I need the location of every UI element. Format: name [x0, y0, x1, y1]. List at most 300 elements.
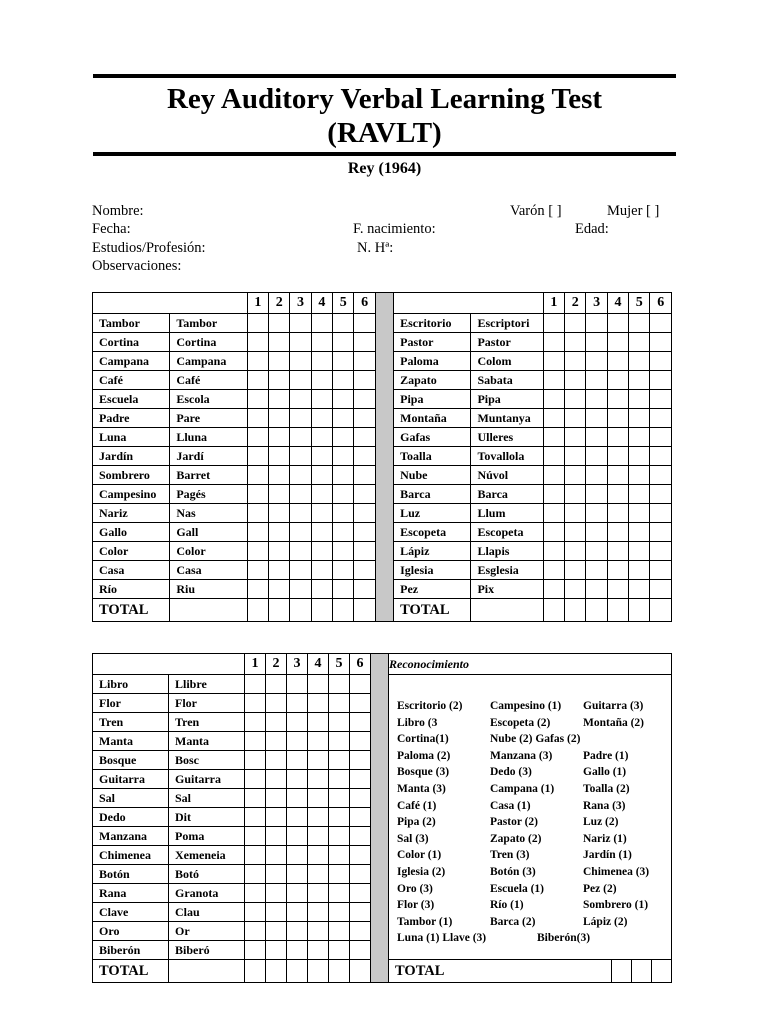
list-a-score-cell[interactable] [311, 447, 332, 466]
list-a-score-cell[interactable] [333, 561, 354, 580]
list-c-score-cell[interactable] [329, 675, 350, 694]
list-c-score-cell[interactable] [329, 808, 350, 827]
list-c-score-cell[interactable] [266, 694, 287, 713]
list-c-score-cell[interactable] [308, 941, 329, 960]
list-b-score-cell[interactable] [586, 485, 607, 504]
list-a-score-cell[interactable] [333, 447, 354, 466]
list-a-score-cell[interactable] [311, 485, 332, 504]
list-a-total-score-cell[interactable] [354, 599, 375, 622]
list-a-score-cell[interactable] [333, 580, 354, 599]
word-list-table-2 [92, 653, 672, 983]
list-a-score-cell[interactable] [311, 466, 332, 485]
list-c-score-cell[interactable] [350, 884, 371, 903]
list-a-score-cell[interactable] [354, 485, 375, 504]
word-spanish: Campana [93, 352, 170, 371]
list-b-score-cell[interactable] [607, 485, 628, 504]
list-b-score-cell[interactable] [543, 428, 564, 447]
list-c-total-score-cell[interactable] [266, 960, 287, 983]
list-a-score-cell[interactable] [354, 428, 375, 447]
list-c-score-cell[interactable] [308, 713, 329, 732]
list-a-score-cell[interactable] [333, 504, 354, 523]
list-b-score-cell[interactable] [629, 371, 650, 390]
list-c-score-cell[interactable] [350, 808, 371, 827]
list-b-score-cell[interactable] [629, 352, 650, 371]
list-a-score-cell[interactable] [269, 390, 290, 409]
list-c-score-cell[interactable] [245, 903, 266, 922]
list-c-score-cell[interactable] [287, 770, 308, 789]
list-c-score-cell[interactable] [308, 884, 329, 903]
list-a-score-cell[interactable] [311, 371, 332, 390]
list-a-score-cell[interactable] [290, 333, 311, 352]
trial-number: 5 [629, 293, 650, 314]
list-b-score-cell[interactable] [607, 352, 628, 371]
list-a-score-cell[interactable] [269, 333, 290, 352]
list-b-score-cell[interactable] [607, 466, 628, 485]
list-b-score-cell[interactable] [650, 428, 672, 447]
list-b-score-cell[interactable] [607, 428, 628, 447]
list-b-total-score-cell[interactable] [629, 599, 650, 622]
list-a-score-cell[interactable] [269, 314, 290, 333]
list-c-score-cell[interactable] [266, 922, 287, 941]
list-a-score-cell[interactable] [247, 314, 268, 333]
list-a-score-cell[interactable] [333, 371, 354, 390]
list-c-score-cell[interactable] [245, 732, 266, 751]
list-c-score-cell[interactable] [287, 865, 308, 884]
list-b-score-cell[interactable] [586, 466, 607, 485]
list-a-score-cell[interactable] [247, 504, 268, 523]
list-b-score-cell[interactable] [629, 447, 650, 466]
list-c-score-cell[interactable] [350, 751, 371, 770]
list-b-score-cell[interactable] [586, 504, 607, 523]
list-c-score-cell[interactable] [329, 827, 350, 846]
list-a-score-cell[interactable] [311, 561, 332, 580]
list-b-score-cell[interactable] [629, 485, 650, 504]
list-c-score-cell[interactable] [308, 751, 329, 770]
list-b-score-cell[interactable] [607, 542, 628, 561]
list-b-score-cell[interactable] [650, 504, 672, 523]
list-b-score-cell[interactable] [565, 485, 586, 504]
list-c-score-cell[interactable] [266, 675, 287, 694]
list-c-score-cell[interactable] [350, 846, 371, 865]
word-catalan: Pagés [170, 485, 247, 504]
list-c-score-cell[interactable] [245, 675, 266, 694]
list-a-score-cell[interactable] [290, 561, 311, 580]
list-c-score-cell[interactable] [245, 884, 266, 903]
recognition-score-cell[interactable] [652, 960, 672, 983]
list-c-score-cell[interactable] [308, 732, 329, 751]
list-c-score-cell[interactable] [329, 770, 350, 789]
list-b-total-score-cell[interactable] [543, 599, 564, 622]
list-b-score-cell[interactable] [607, 523, 628, 542]
list-c-score-cell[interactable] [266, 941, 287, 960]
list-c-total-score-cell[interactable] [245, 960, 266, 983]
list-c-score-cell[interactable] [287, 732, 308, 751]
list-a-score-cell[interactable] [354, 561, 375, 580]
list-c-score-cell[interactable] [329, 865, 350, 884]
list-a-score-cell[interactable] [333, 333, 354, 352]
list-b-score-cell[interactable] [629, 523, 650, 542]
list-a-score-cell[interactable] [354, 390, 375, 409]
list-a-score-cell[interactable] [269, 542, 290, 561]
list-a-score-cell[interactable] [269, 504, 290, 523]
list-a-score-cell[interactable] [354, 371, 375, 390]
list-c-score-cell[interactable] [266, 789, 287, 808]
list-b-score-cell[interactable] [543, 447, 564, 466]
list-a-score-cell[interactable] [354, 504, 375, 523]
list-b-score-cell[interactable] [586, 561, 607, 580]
list-a-score-cell[interactable] [247, 428, 268, 447]
list-a-total-score-cell[interactable] [333, 599, 354, 622]
list-b-score-cell[interactable] [629, 504, 650, 523]
list-c-score-cell[interactable] [329, 732, 350, 751]
list-a-score-cell[interactable] [247, 390, 268, 409]
list-c-score-cell[interactable] [245, 941, 266, 960]
list-c-score-cell[interactable] [350, 694, 371, 713]
list-a-score-cell[interactable] [354, 542, 375, 561]
list-c-score-cell[interactable] [329, 884, 350, 903]
list-a-score-cell[interactable] [311, 333, 332, 352]
list-c-score-cell[interactable] [329, 846, 350, 865]
list-c-score-cell[interactable] [308, 675, 329, 694]
list-c-score-cell[interactable] [350, 827, 371, 846]
list-c-score-cell[interactable] [266, 713, 287, 732]
list-c-score-cell[interactable] [329, 903, 350, 922]
list-b-score-cell[interactable] [607, 390, 628, 409]
list-b-score-cell[interactable] [650, 542, 672, 561]
list-c-score-cell[interactable] [245, 827, 266, 846]
list-c-score-cell[interactable] [329, 694, 350, 713]
list-a-score-cell[interactable] [311, 504, 332, 523]
list-a-score-cell[interactable] [269, 371, 290, 390]
list-b-score-cell[interactable] [650, 314, 672, 333]
list-a-score-cell[interactable] [333, 409, 354, 428]
list-c-score-cell[interactable] [350, 732, 371, 751]
list-a-score-cell[interactable] [290, 371, 311, 390]
list-b-score-cell[interactable] [629, 428, 650, 447]
list-c-total-score-cell[interactable] [350, 960, 371, 983]
list-a-score-cell[interactable] [311, 352, 332, 371]
list-a-score-cell[interactable] [354, 523, 375, 542]
list-c-score-cell[interactable] [245, 865, 266, 884]
list-b-score-cell[interactable] [565, 504, 586, 523]
list-c-score-cell[interactable] [350, 922, 371, 941]
list-c-score-cell[interactable] [350, 789, 371, 808]
list-c-total-score-cell[interactable] [308, 960, 329, 983]
list-c-score-cell[interactable] [266, 770, 287, 789]
list-a-score-cell[interactable] [269, 485, 290, 504]
list-a-score-cell[interactable] [247, 466, 268, 485]
list-c-score-cell[interactable] [245, 789, 266, 808]
list-a-score-cell[interactable] [247, 580, 268, 599]
varon-checkbox[interactable]: Varón [ ] [510, 203, 562, 219]
list-b-score-cell[interactable] [607, 580, 628, 599]
list-b-score-cell[interactable] [543, 580, 564, 599]
list-c-score-cell[interactable] [329, 713, 350, 732]
list-a-score-cell[interactable] [311, 580, 332, 599]
list-c-score-cell[interactable] [266, 808, 287, 827]
list-c-score-cell[interactable] [266, 846, 287, 865]
list-c-score-cell[interactable] [350, 865, 371, 884]
list-c-score-cell[interactable] [287, 808, 308, 827]
list-a-score-cell[interactable] [290, 352, 311, 371]
list-c-score-cell[interactable] [245, 751, 266, 770]
list-c-score-cell[interactable] [287, 884, 308, 903]
list-b-score-cell[interactable] [565, 466, 586, 485]
list-c-score-cell[interactable] [350, 941, 371, 960]
list-b-score-cell[interactable] [543, 333, 564, 352]
list-a-score-cell[interactable] [247, 333, 268, 352]
list-c-score-cell[interactable] [308, 903, 329, 922]
list-c-score-cell[interactable] [245, 808, 266, 827]
list-b-score-cell[interactable] [650, 371, 672, 390]
list-b-score-cell[interactable] [543, 542, 564, 561]
list-a-score-cell[interactable] [354, 333, 375, 352]
list-c-score-cell[interactable] [266, 884, 287, 903]
list-b-score-cell[interactable] [543, 314, 564, 333]
list-a-score-cell[interactable] [269, 352, 290, 371]
list-c-score-cell[interactable] [266, 903, 287, 922]
list-b-score-cell[interactable] [565, 447, 586, 466]
list-c-total-score-cell[interactable] [287, 960, 308, 983]
list-c-score-cell[interactable] [308, 808, 329, 827]
list-a-score-cell[interactable] [247, 447, 268, 466]
list-b-score-cell[interactable] [543, 371, 564, 390]
list-b-score-cell[interactable] [650, 352, 672, 371]
list-b-score-cell[interactable] [565, 428, 586, 447]
list-c-score-cell[interactable] [245, 922, 266, 941]
list-c-score-cell[interactable] [329, 922, 350, 941]
list-b-score-cell[interactable] [543, 561, 564, 580]
list-b-score-cell[interactable] [586, 352, 607, 371]
list-c-score-cell[interactable] [308, 865, 329, 884]
list-c-score-cell[interactable] [266, 865, 287, 884]
list-c-score-cell[interactable] [266, 827, 287, 846]
list-b-score-cell[interactable] [629, 314, 650, 333]
list-b-score-cell[interactable] [607, 371, 628, 390]
list-c-score-cell[interactable] [287, 789, 308, 808]
list-b-score-cell[interactable] [586, 428, 607, 447]
list-b-score-cell[interactable] [629, 580, 650, 599]
list-b-score-cell[interactable] [543, 466, 564, 485]
list-a-score-cell[interactable] [354, 352, 375, 371]
list-a-score-cell[interactable] [354, 409, 375, 428]
list-a-score-cell[interactable] [290, 466, 311, 485]
list-b-score-cell[interactable] [650, 333, 672, 352]
list-c-score-cell[interactable] [308, 922, 329, 941]
list-a-score-cell[interactable] [290, 580, 311, 599]
list-a-score-cell[interactable] [290, 409, 311, 428]
list-a-score-cell[interactable] [311, 390, 332, 409]
recognition-item: Pipa (2) [397, 816, 436, 829]
list-c-score-cell[interactable] [287, 846, 308, 865]
list-c-score-cell[interactable] [266, 732, 287, 751]
list-b-score-cell[interactable] [629, 333, 650, 352]
list-b-score-cell[interactable] [650, 485, 672, 504]
list-a-score-cell[interactable] [311, 542, 332, 561]
list-b-score-cell[interactable] [607, 333, 628, 352]
list-b-total-score-cell[interactable] [565, 599, 586, 622]
list-a-score-cell[interactable] [311, 428, 332, 447]
list-c-score-cell[interactable] [350, 770, 371, 789]
list-a-total-score-cell[interactable] [290, 599, 311, 622]
list-a-score-cell[interactable] [290, 542, 311, 561]
list-a-score-cell[interactable] [354, 580, 375, 599]
list-b-total-score-cell[interactable] [586, 599, 607, 622]
list-b-score-cell[interactable] [565, 523, 586, 542]
list-a-score-cell[interactable] [269, 428, 290, 447]
list-a-score-cell[interactable] [269, 580, 290, 599]
list-c-score-cell[interactable] [287, 903, 308, 922]
list-a-score-cell[interactable] [333, 428, 354, 447]
list-c-score-cell[interactable] [287, 694, 308, 713]
list-c-score-cell[interactable] [287, 827, 308, 846]
list-a-score-cell[interactable] [290, 504, 311, 523]
list-b-score-cell[interactable] [565, 371, 586, 390]
list-a-score-cell[interactable] [333, 466, 354, 485]
list-c-score-cell[interactable] [329, 941, 350, 960]
list-a-score-cell[interactable] [269, 447, 290, 466]
list-b-score-cell[interactable] [543, 409, 564, 428]
list-a-score-cell[interactable] [247, 352, 268, 371]
list-c-score-cell[interactable] [287, 713, 308, 732]
list-a-score-cell[interactable] [247, 409, 268, 428]
list-c-score-cell[interactable] [287, 922, 308, 941]
list-b-score-cell[interactable] [629, 466, 650, 485]
list-b-score-cell[interactable] [650, 561, 672, 580]
list-a-score-cell[interactable] [333, 542, 354, 561]
list-a-score-cell[interactable] [311, 523, 332, 542]
list-b-score-cell[interactable] [543, 523, 564, 542]
list-c-total-score-cell[interactable] [329, 960, 350, 983]
list-c-score-cell[interactable] [245, 770, 266, 789]
list-a-score-cell[interactable] [333, 314, 354, 333]
list-a-score-cell[interactable] [354, 314, 375, 333]
list-a-score-cell[interactable] [269, 466, 290, 485]
list-b-score-cell[interactable] [607, 504, 628, 523]
list-c-score-cell[interactable] [350, 713, 371, 732]
list-a-score-cell[interactable] [333, 485, 354, 504]
list-c-score-cell[interactable] [308, 770, 329, 789]
list-a-score-cell[interactable] [269, 409, 290, 428]
list-a-score-cell[interactable] [247, 542, 268, 561]
list-c-score-cell[interactable] [308, 789, 329, 808]
list-b-score-cell[interactable] [586, 542, 607, 561]
list-b-score-cell[interactable] [629, 409, 650, 428]
list-a-score-cell[interactable] [333, 390, 354, 409]
list-a-total-score-cell[interactable] [269, 599, 290, 622]
list-b-score-cell[interactable] [650, 580, 672, 599]
list-a-score-cell[interactable] [290, 428, 311, 447]
list-c-score-cell[interactable] [350, 675, 371, 694]
table-header-row [93, 654, 672, 675]
list-b-score-cell[interactable] [650, 390, 672, 409]
list-c-score-cell[interactable] [287, 751, 308, 770]
list-b-score-cell[interactable] [543, 485, 564, 504]
list-b-score-cell[interactable] [607, 561, 628, 580]
list-a-score-cell[interactable] [247, 485, 268, 504]
list-a-score-cell[interactable] [311, 409, 332, 428]
list-a-score-cell[interactable] [333, 352, 354, 371]
list-c-score-cell[interactable] [350, 903, 371, 922]
list-b-score-cell[interactable] [650, 409, 672, 428]
list-b-total-score-cell[interactable] [607, 599, 628, 622]
list-a-score-cell[interactable] [333, 523, 354, 542]
list-b-score-cell[interactable] [565, 409, 586, 428]
list-a-score-cell[interactable] [247, 561, 268, 580]
list-b-score-cell[interactable] [565, 333, 586, 352]
list-a-score-cell[interactable] [247, 523, 268, 542]
list-a-score-cell[interactable] [247, 371, 268, 390]
list-b-score-cell[interactable] [629, 390, 650, 409]
list-c-score-cell[interactable] [266, 751, 287, 770]
recognition-score-cell[interactable] [632, 960, 652, 983]
list-b-score-cell[interactable] [565, 352, 586, 371]
list-c-score-cell[interactable] [308, 827, 329, 846]
word-catalan: Llibre [169, 675, 245, 694]
list-b-score-cell[interactable] [586, 390, 607, 409]
list-c-score-cell[interactable] [245, 713, 266, 732]
list-a-score-cell[interactable] [354, 466, 375, 485]
list-a-score-cell[interactable] [354, 447, 375, 466]
list-b-score-cell[interactable] [607, 314, 628, 333]
list-b-score-cell[interactable] [629, 542, 650, 561]
list-a-total-score-cell[interactable] [247, 599, 268, 622]
mujer-checkbox[interactable]: Mujer [ ] [607, 203, 660, 219]
list-c-score-cell[interactable] [287, 941, 308, 960]
list-b-score-cell[interactable] [650, 447, 672, 466]
list-c-score-cell[interactable] [308, 846, 329, 865]
list-a-total-score-cell[interactable] [311, 599, 332, 622]
list-b-score-cell[interactable] [586, 523, 607, 542]
list-a-score-cell[interactable] [290, 523, 311, 542]
list-b-total-score-cell[interactable] [650, 599, 672, 622]
list-b-score-cell[interactable] [565, 580, 586, 599]
list-c-score-cell[interactable] [308, 694, 329, 713]
list-b-score-cell[interactable] [543, 390, 564, 409]
list-c-score-cell[interactable] [245, 694, 266, 713]
list-a-score-cell[interactable] [311, 314, 332, 333]
list-b-score-cell[interactable] [607, 447, 628, 466]
list-c-score-cell[interactable] [245, 846, 266, 865]
list-c-score-cell[interactable] [329, 789, 350, 808]
list-a-score-cell[interactable] [290, 485, 311, 504]
list-b-score-cell[interactable] [586, 314, 607, 333]
list-a-score-cell[interactable] [290, 390, 311, 409]
list-b-score-cell[interactable] [650, 466, 672, 485]
list-b-score-cell[interactable] [543, 504, 564, 523]
recognition-score-cell[interactable] [612, 960, 632, 983]
list-b-score-cell[interactable] [565, 390, 586, 409]
list-b-score-cell[interactable] [565, 561, 586, 580]
list-b-score-cell[interactable] [586, 409, 607, 428]
list-b-score-cell[interactable] [650, 523, 672, 542]
list-b-score-cell[interactable] [586, 580, 607, 599]
list-c-score-cell[interactable] [329, 751, 350, 770]
list-b-score-cell[interactable] [629, 561, 650, 580]
list-b-score-cell[interactable] [565, 542, 586, 561]
list-c-score-cell[interactable] [287, 675, 308, 694]
list-b-score-cell[interactable] [565, 314, 586, 333]
list-a-score-cell[interactable] [290, 314, 311, 333]
list-b-score-cell[interactable] [586, 447, 607, 466]
list-b-score-cell[interactable] [586, 371, 607, 390]
list-b-score-cell[interactable] [586, 333, 607, 352]
list-b-score-cell[interactable] [607, 409, 628, 428]
list-a-score-cell[interactable] [290, 447, 311, 466]
list-a-score-cell[interactable] [269, 561, 290, 580]
list-a-score-cell[interactable] [269, 523, 290, 542]
list-b-score-cell[interactable] [543, 352, 564, 371]
